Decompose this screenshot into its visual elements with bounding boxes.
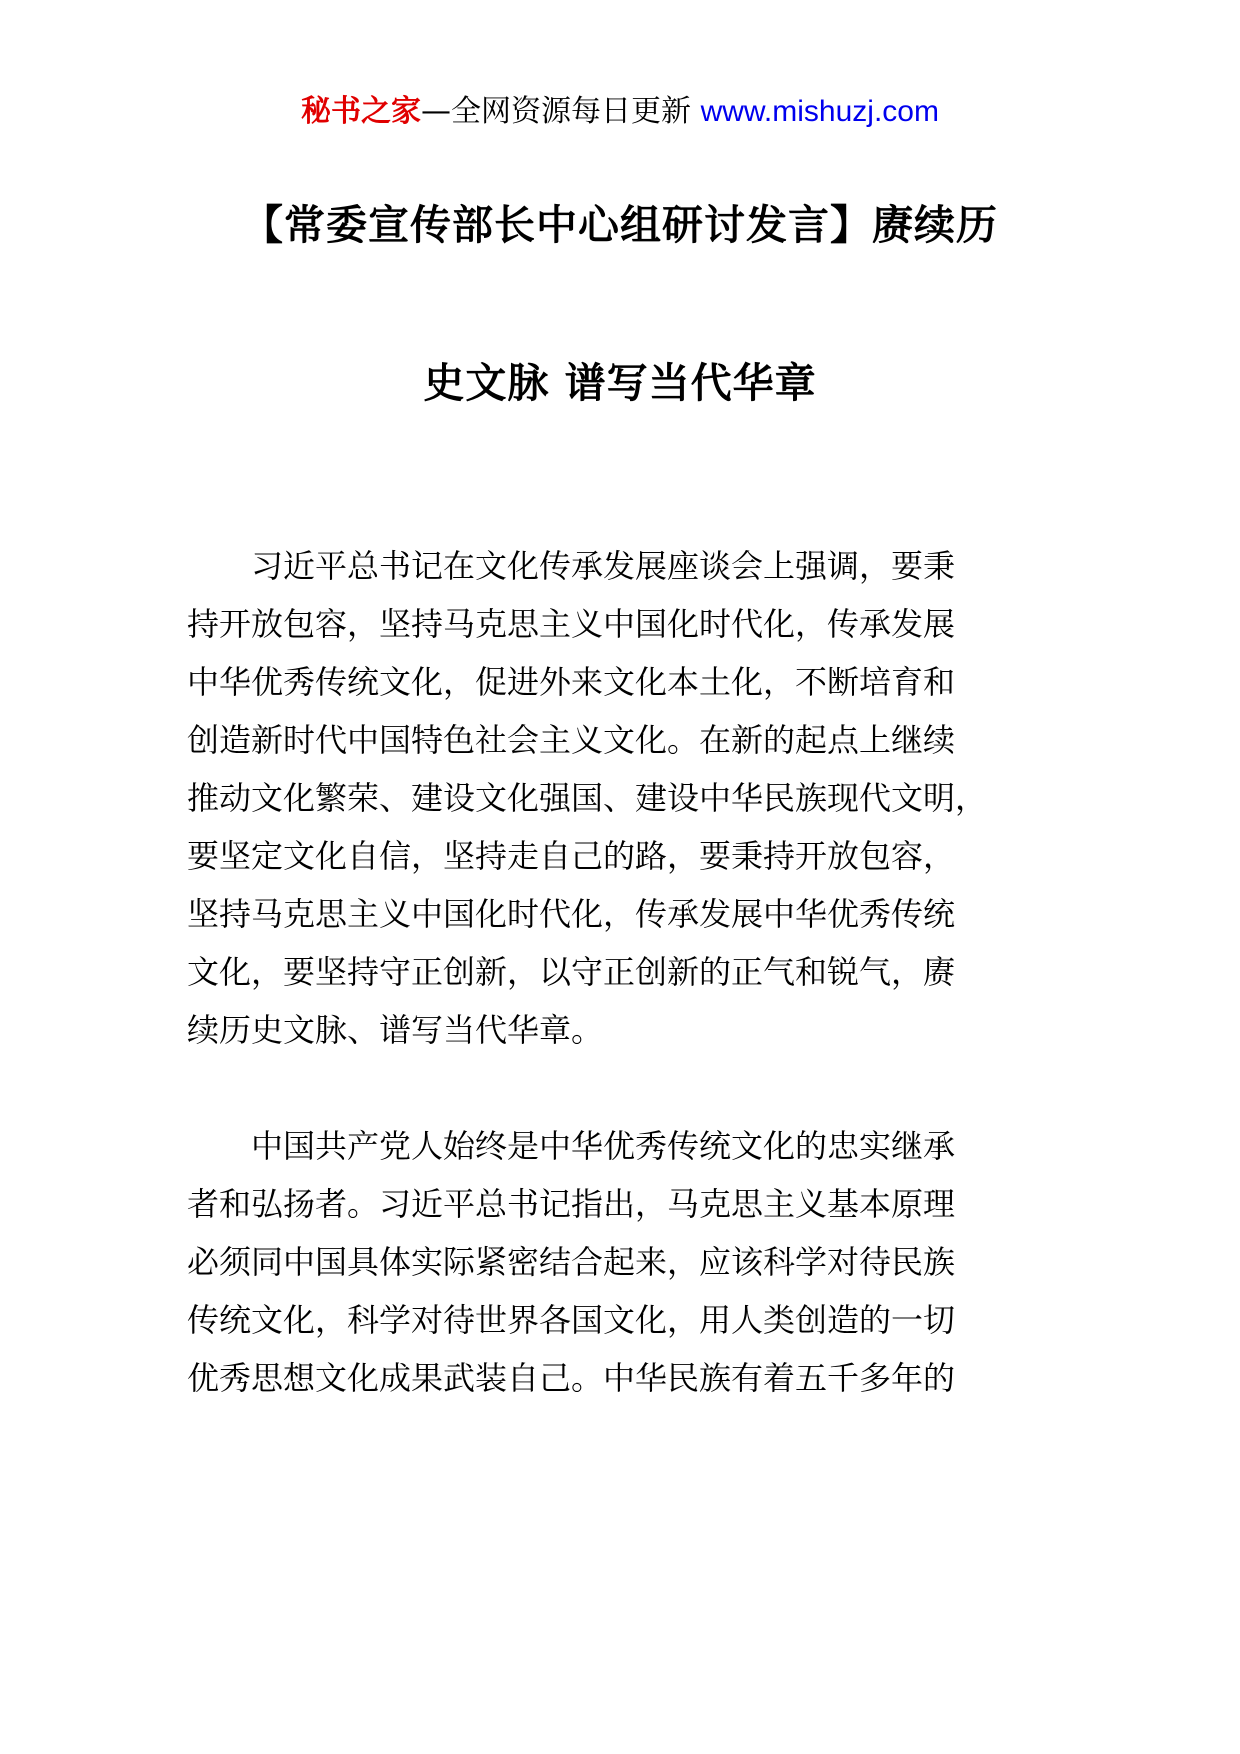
paragraph-line: 习近平总书记在文化传承发展座谈会上强调，要秉	[251, 547, 956, 585]
paragraph-line: 要坚定文化自信，坚持走自己的路，要秉持开放包容，	[187, 837, 956, 875]
paragraph-line: 者和弘扬者。习近平总书记指出，马克思主义基本原理	[187, 1185, 956, 1223]
document-title-line-1: 【常委宣传部长中心组研讨发言】赓续历	[242, 201, 998, 249]
paragraph-line: 续历史文脉、谱写当代华章。	[187, 1011, 604, 1049]
site-tagline: —全网资源每日更新	[421, 94, 701, 129]
document-title-line-2: 史文脉 谱写当代华章	[423, 359, 817, 407]
paragraph-line: 必须同中国具体实际紧密结合起来，应该科学对待民族	[187, 1243, 956, 1281]
paragraph-line: 中国共产党人始终是中华优秀传统文化的忠实继承	[251, 1127, 956, 1165]
paragraph-line: 文化，要坚持守正创新，以守正创新的正气和锐气，赓	[187, 953, 956, 991]
paragraph-line: 推动文化繁荣、建设文化强国、建设中华民族现代文明，	[187, 779, 988, 817]
site-brand: 秘书之家	[301, 94, 422, 129]
paragraph-line: 中华优秀传统文化，促进外来文化本土化，不断培育和	[187, 663, 956, 701]
site-header	[0, 92, 1240, 132]
paragraph-line: 创造新时代中国特色社会主义文化。在新的起点上继续	[187, 721, 956, 759]
paragraph-line: 坚持马克思主义中国化时代化，传承发展中华优秀传统	[187, 895, 956, 933]
paragraph-line: 持开放包容，坚持马克思主义中国化时代化，传承发展	[187, 605, 956, 643]
paragraph-line: 传统文化，科学对待世界各国文化，用人类创造的一切	[187, 1301, 956, 1339]
site-url-link[interactable]: www.mishuzj.com	[700, 95, 939, 128]
paragraph-line: 优秀思想文化成果武装自己。中华民族有着五千多年的	[187, 1359, 956, 1397]
